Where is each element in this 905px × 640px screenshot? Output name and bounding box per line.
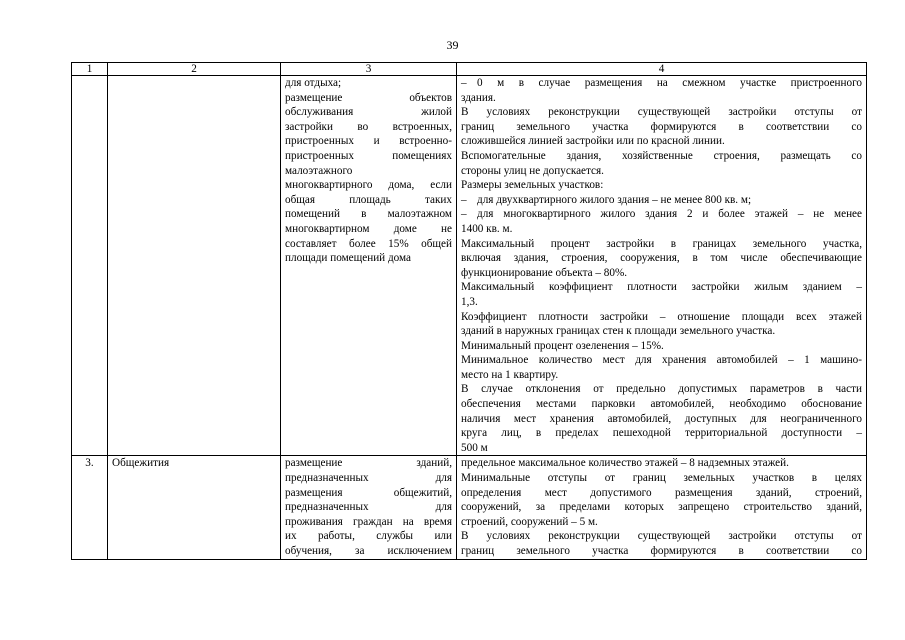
dash-list-item: – 0 м в случае размещения на смежном участке пристроенного	[461, 77, 862, 89]
text-line: границ земельного участка формируются в соответствии со	[461, 545, 862, 557]
text-line: определения мест допустимого размещения зданий, строений,	[461, 486, 862, 499]
text-line: предназначенных для	[285, 501, 452, 514]
text-line: застройки во встроенных,	[285, 120, 452, 133]
cell-permitted-use	[281, 456, 457, 559]
dash-list-item: – для многоквартирного жилого здания 2 и более этажей – не менее	[461, 208, 862, 221]
text-line: включая здания, строения, сооружения, в том числе обеспечивающие	[461, 252, 862, 265]
dash-list-item: – для двухквартирного жилого здания – не менее 800 кв. м;	[461, 193, 862, 208]
text-line: предельное максимальное количество этажей – 8 надземных этажей.	[461, 457, 789, 470]
paragraph	[461, 382, 862, 455]
paragraph	[461, 105, 862, 149]
text-line: Минимальный процент озеленения – 15%.	[461, 339, 664, 352]
text-line: границ земельного участка формируются в соответствии со	[461, 120, 862, 133]
text-line: Коэффициент плотности застройки – отношение площади всех этажей	[461, 310, 862, 323]
text-line: Максимальный коэффициент плотности застройки жилым зданием –	[461, 281, 862, 294]
text-line: строений, сооружений – 5 м.	[461, 515, 598, 528]
cell-parameters	[457, 456, 867, 559]
text-line: их работы, службы или	[285, 530, 452, 543]
text-line: многоквартирного дома, если	[285, 179, 452, 192]
text-line: сложившейся линией застройки или по красной линии.	[461, 135, 725, 148]
regulation-table	[71, 62, 867, 560]
text-line: Минимальные отступы от границ земельных участков в целях	[461, 472, 862, 485]
text-line: проживания граждан на время	[285, 515, 452, 528]
text-line: место на 1 квартиру.	[461, 368, 559, 381]
text-line: 0 м в случае размещения на смежном участке пристроенного	[477, 77, 862, 89]
text-line: пристроенных и встроенно-	[285, 135, 452, 148]
text-line: общая площадь таких	[285, 193, 452, 206]
cell-number: 3.	[72, 456, 108, 559]
text-line: для многоквартирного жилого здания 2 и более этажей – не менее	[477, 208, 862, 221]
text-line: Максимальный процент застройки в границах земельного участка,	[461, 237, 862, 250]
text-line: размещения общежитий,	[285, 486, 452, 499]
text-line: обеспечения местами парковки автомобилей, необходимо обоснование	[461, 398, 862, 411]
header-col-3: 3	[281, 63, 457, 76]
text-line: пристроенных помещениях	[285, 149, 452, 162]
text-line: Вспомогательные здания, хозяйственные строения, размещать со	[461, 149, 862, 162]
text-line: многоквартирном доме не	[285, 222, 452, 235]
text-line: Размеры земельных участков:	[461, 179, 604, 192]
text-line: В условиях реконструкции существующей застройки отступы от	[461, 106, 862, 119]
paragraph	[461, 529, 862, 558]
header-col-1: 1	[72, 63, 108, 76]
text-line: обслуживания жилой	[285, 106, 452, 119]
paragraph	[461, 149, 862, 178]
paragraph	[461, 471, 862, 529]
text-line: сооружений, за пределами которых запрещено строительство зданий,	[461, 501, 862, 514]
text-line: размещение зданий,	[285, 457, 452, 470]
header-col-2: 2	[108, 63, 281, 76]
cell-name	[108, 76, 281, 456]
paragraph	[461, 178, 862, 193]
cell-permitted-use	[281, 76, 457, 456]
text-line: В условиях реконструкции существующей застройки отступы от	[461, 530, 862, 543]
text-line: зданий в наружных границах стен к площади земельного участка.	[461, 325, 776, 338]
paragraph	[461, 339, 862, 354]
text-line: помещений в малоэтажном	[285, 208, 452, 221]
text-line: круга лиц, в пределах пешеходной территориальной доступности –	[461, 427, 862, 440]
cell-name: Общежития	[108, 456, 281, 559]
cell-parameters	[457, 76, 867, 456]
text-line: 1400 кв. м.	[461, 222, 513, 235]
text-line: предназначенных для	[285, 472, 452, 485]
text-line: для отдыха;	[285, 77, 342, 89]
text-line: наличия мест хранения автомобилей, доступных для неограниченного	[461, 412, 862, 425]
paragraph	[461, 280, 862, 309]
text-line: стороны улиц не допускается.	[461, 164, 604, 177]
text-line: 500 м	[461, 441, 488, 454]
paragraph	[461, 353, 862, 382]
text-line: площади помещений дома	[285, 252, 412, 265]
table-row-dormitories	[72, 456, 867, 559]
text-line: Минимальное количество мест для хранения автомобилей – 1 машино-	[461, 354, 862, 367]
header-col-4: 4	[457, 63, 867, 76]
text-line: обучения, за исключением	[285, 545, 452, 557]
cell-number	[72, 76, 108, 456]
text-line: для двухквартирного жилого здания – не менее 800 кв. м;	[477, 193, 752, 206]
text-line: размещение объектов	[285, 91, 452, 104]
paragraph	[461, 237, 862, 281]
table-row-continued	[72, 76, 867, 456]
text-line: малоэтажного	[285, 164, 353, 177]
paragraph	[461, 456, 862, 471]
text-line: здания.	[461, 91, 496, 104]
paragraph	[461, 310, 862, 339]
table-header-row	[72, 63, 867, 76]
page-number: 39	[446, 38, 459, 52]
text-line: 1,3.	[461, 295, 478, 308]
text-line: составляет более 15% общей	[285, 237, 452, 250]
text-line: В случае отклонения от предельно допустимых параметров в части	[461, 383, 862, 396]
text-line: функционирование объекта – 80%.	[461, 266, 628, 279]
